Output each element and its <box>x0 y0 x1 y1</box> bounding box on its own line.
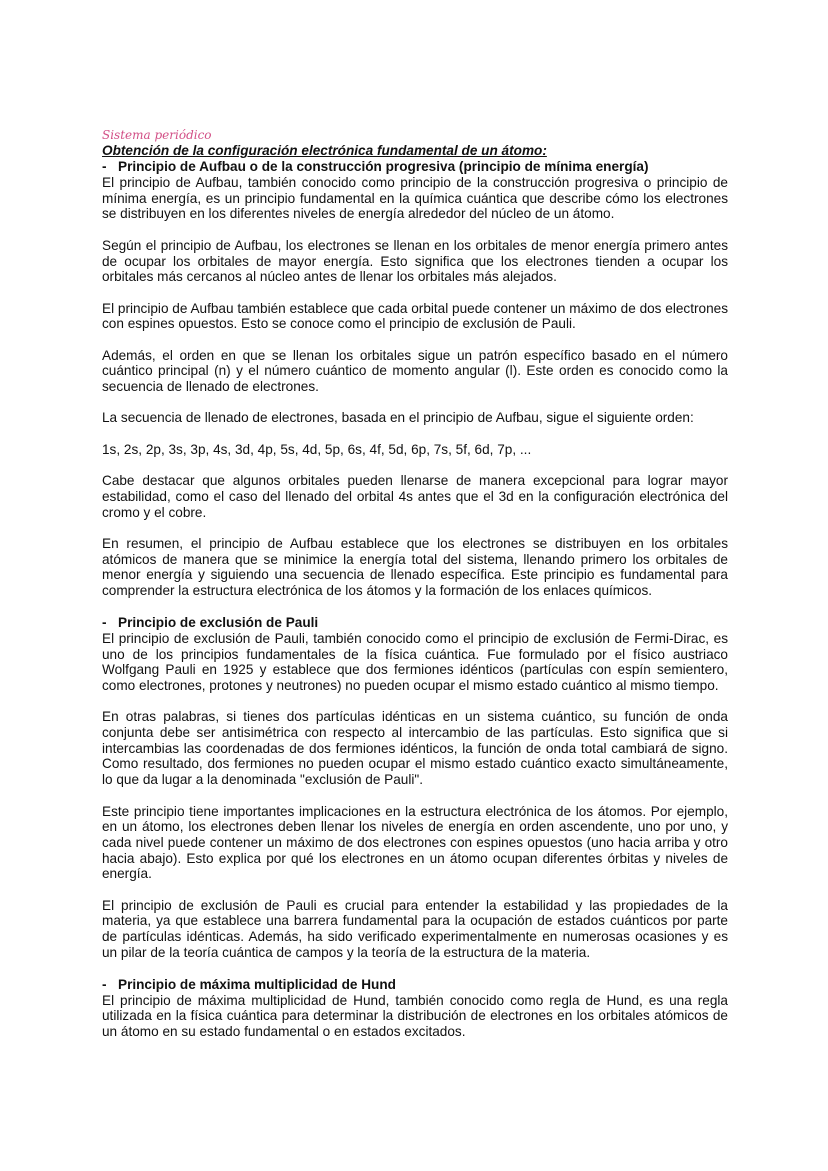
section-heading-aufbau <box>102 159 728 175</box>
paragraph: El principio de exclusión de Pauli, también conocido como el principio de exclusión de Fermi-Dirac, es uno de los principios fundamentales de la física cuántica. Fue formulado por el físico austriaco Wolfgang Pauli en 1925 y establece que dos fermiones idénticos (partículas con espín semientero, como electrones, protones y neutrones) no pueden ocupar el mismo estado cuántico al mismo tiempo. <box>102 630 728 693</box>
section-aufbau <box>102 159 728 599</box>
bullet-dash: - <box>102 159 107 174</box>
paragraph: Este principio tiene importantes implicaciones en la estructura electrónica de los átomos. Por ejemplo, en un átomo, los electrones deben llenar los niveles de energía en orden ascendente, uno por uno, y cada nivel puede contener un máximo de dos electrones con espines opuestos (uno hacia arriba y otro hacia abajo). Esto explica por qué los electrones en un átomo ocupan diferentes órbitas y niveles de energía. <box>102 803 728 882</box>
section-hund <box>102 977 728 1040</box>
paragraph: El principio de Aufbau también establece que cada orbital puede contener un máximo de dos electrones con espines opuestos. Esto se conoce como el principio de exclusión de Pauli. <box>102 300 728 332</box>
bullet-dash: - <box>102 614 107 630</box>
bullet-dash: - <box>102 976 107 992</box>
section-tag: Sistema periódico <box>102 128 212 142</box>
section-heading-pauli <box>102 615 728 631</box>
section-heading-hund <box>102 977 728 993</box>
orbital-sequence: 1s, 2s, 2p, 3s, 3p, 4s, 3d, 4p, 5s, 4d, 5p, 6s, 4f, 5d, 6p, 7s, 5f, 6d, 7p, ... <box>102 441 532 457</box>
paragraph: Además, el orden en que se llenan los orbitales sigue un patrón específico basado en el número cuántico principal (n) y el número cuántico de momento angular (l). Este orden es conocido como la secuencia de llenado de electrones. <box>102 347 728 395</box>
section-pauli <box>102 615 728 961</box>
paragraph: Según el principio de Aufbau, los electrones se llenan en los orbitales de menor energía primero antes de ocupar los orbitales de mayor energía. Esto significa que los electrones tienden a ocupar los orbitales más cercanos al núcleo antes de llenar los orbitales más alejados. <box>102 237 728 285</box>
section-heading-text: Principio de Aufbau o de la construcción progresiva (principio de mínima energía) <box>118 159 649 174</box>
paragraph: El principio de exclusión de Pauli es crucial para entender la estabilidad y las propiedades de la materia, ya que establece una barrera fundamental para la ocupación de estados cuánticos por parte de partículas idénticas. Además, ha sido verificado experimentalmente en numerosas ocasiones y es un pilar de la teoría cuántica de campos y la teoría de la estructura de la materia. <box>102 897 728 960</box>
section-heading-text: Principio de exclusión de Pauli <box>118 614 319 630</box>
paragraph: El principio de Aufbau, también conocido como principio de la construcción progresiva o principio de mínima energía, es un principio fundamental en la química cuántica que describe cómo los electrones se distribuyen en los diferentes niveles de energía alrededor del núcleo de un átomo. <box>102 175 728 222</box>
section-heading-text: Principio de máxima multiplicidad de Hund <box>118 976 396 992</box>
paragraph: El principio de máxima multiplicidad de Hund, también conocido como regla de Hund, es una regla utilizada en la física cuántica para determinar la distribución de electrones en los orbitales atómicos de un átomo en su estado fundamental o en estados excitados. <box>102 992 728 1039</box>
document-page <box>102 127 728 1040</box>
document-title: Obtención de la configuración electrónica fundamental de un átomo: <box>102 143 547 158</box>
paragraph: En resumen, el principio de Aufbau establece que los electrones se distribuyen en los orbitales atómicos de manera que se minimice la energía total del sistema, llenando primero los orbitales de menor energía y siguiendo una secuencia de llenado específica. Este principio es fundamental para comprender la estructura electrónica de los átomos y la formación de los enlaces químicos. <box>102 536 728 599</box>
paragraph: En otras palabras, si tienes dos partículas idénticas en un sistema cuántico, su función de onda conjunta debe ser antisimétrica con respecto al intercambio de las partículas. Esto significa que si intercambias las coordenadas de dos fermiones idénticos, la función de onda total cambiará de signo. Como resultado, dos fermiones no pueden ocupar el mismo estado cuántico exacto simultáneamente, lo que da lugar a la denominada "exclusión de Pauli". <box>102 709 728 788</box>
paragraph: La secuencia de llenado de electrones, basada en el principio de Aufbau, sigue el siguiente orden: <box>102 410 694 426</box>
paragraph: Cabe destacar que algunos orbitales pueden llenarse de manera excepcional para lograr mayor estabilidad, como el caso del llenado del orbital 4s antes que el 3d en la configuración electrónica del cromo y el cobre. <box>102 473 728 520</box>
